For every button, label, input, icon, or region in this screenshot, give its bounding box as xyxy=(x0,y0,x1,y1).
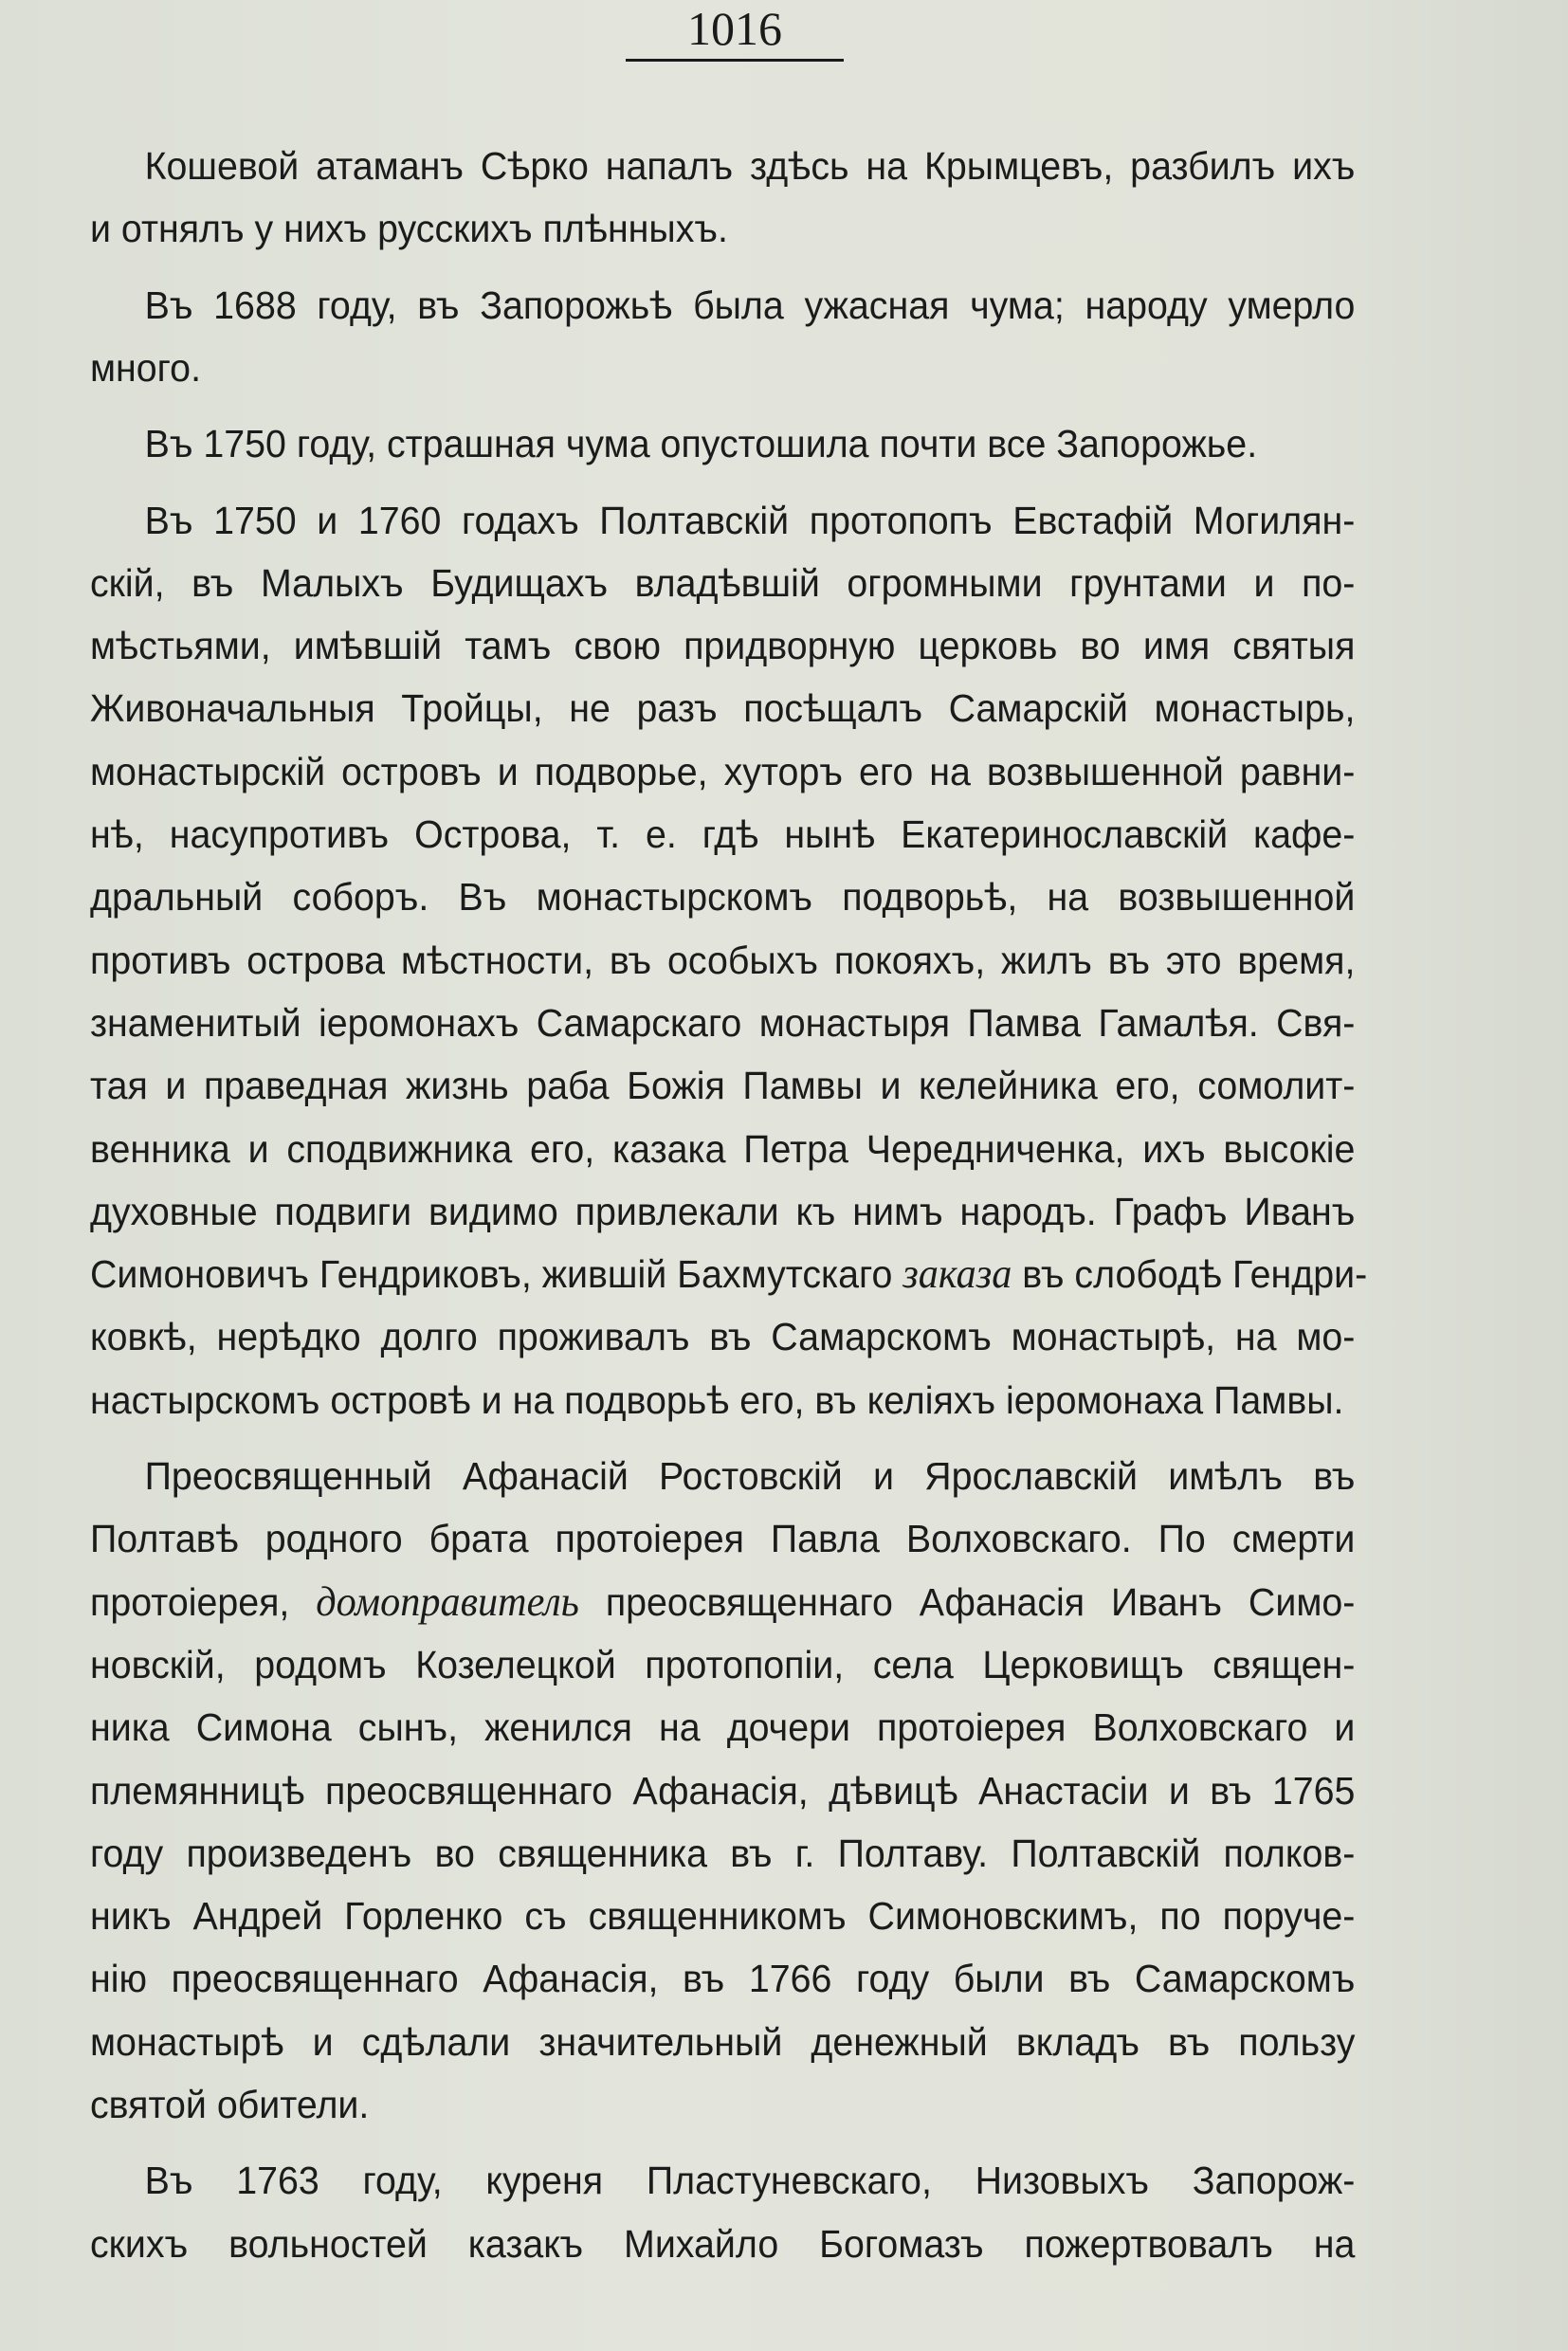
text-segment: протоіерея, xyxy=(90,1579,317,1624)
text-line: много. xyxy=(90,345,202,390)
text-line: скій, въ Малыхъ Будищахъ владѣвшій огромными грунтами и по- xyxy=(90,560,1356,605)
text-line: племянницѣ преосвященнаго Афанасія, дѣвицѣ Анастасіи и въ 1765 xyxy=(90,1768,1356,1813)
text-line: новскій, родомъ Козелецкой протопопіи, села Церковищъ священ- xyxy=(90,1642,1356,1686)
text-line: никъ Андрей Горленко съ священникомъ Симоновскимъ, по поруче- xyxy=(90,1894,1356,1939)
text-line xyxy=(90,1243,1368,1305)
text-line: настырскомъ островѣ и на подворьѣ его, въ келіяхъ іеромонаха Памвы. xyxy=(90,1377,1344,1422)
text-line: духовные подвиги видимо привлекали къ нимъ народъ. Графъ Иванъ xyxy=(90,1189,1356,1233)
text-line: Въ 1750 году, страшная чума опустошила почти все Запорожье. xyxy=(144,422,1258,466)
text-line xyxy=(90,1571,1355,1633)
text-line: ковкѣ, нерѣдко долго проживалъ въ Самарскомъ монастырѣ, на мо- xyxy=(90,1315,1356,1359)
text-line: венника и сподвижника его, казака Петра Чередниченка, ихъ высокіе xyxy=(90,1126,1356,1171)
text-line: дральный соборъ. Въ монастырскомъ подворьѣ, на возвышенной xyxy=(90,875,1356,920)
text-line: противъ острова мѣстности, въ особыхъ покояхъ, жилъ въ это время, xyxy=(90,938,1356,982)
text-line: году произведенъ во священника въ г. Полтаву. Полтавскій полков- xyxy=(90,1831,1356,1875)
text-line: монастырскій островъ и подворье, хуторъ его на возвышенной равни- xyxy=(90,749,1356,793)
text-line: святой обители. xyxy=(90,2083,370,2126)
text-line: и отнялъ у нихъ русскихъ плѣнныхъ. xyxy=(90,207,728,251)
text-line: Въ 1750 и 1760 годахъ Полтавскій протопопъ Евстафій Могилян- xyxy=(144,498,1356,542)
text-line: Кошевой атаманъ Сѣрко напалъ здѣсь на Крымцевъ, разбилъ ихъ xyxy=(144,144,1356,188)
italic-term: заказа xyxy=(903,1250,1012,1298)
text-line: нѣ, насупротивъ Острова, т. е. гдѣ нынѣ Екатеринославскій кафе- xyxy=(90,812,1356,856)
text-line: Полтавѣ родного брата протоіерея Павла Волховскаго. По смерти xyxy=(90,1517,1356,1561)
text-line: скихъ вольностей казакъ Михайло Богомазъ пожертвовалъ на xyxy=(90,2221,1356,2266)
page-header xyxy=(621,0,848,62)
text-line: Преосвященный Афанасій Ростовскій и Ярославскій имѣлъ въ xyxy=(144,1454,1356,1498)
text-segment: въ слободѣ Гендри- xyxy=(1012,1252,1368,1297)
text-line: Въ 1763 году, куреня Пластуневскаго, Низовыхъ Запорож- xyxy=(144,2159,1356,2203)
text-line: Живоначальныя Тройцы, не разъ посѣщалъ Самарскій монастырь, xyxy=(90,686,1356,731)
text-line: знаменитый іеромонахъ Самарскаго монастыря Памва Гамалѣя. Свя- xyxy=(90,1000,1356,1045)
text-line: нію преосвященнаго Афанасія, въ 1766 году были въ Самарскомъ xyxy=(90,1957,1356,2001)
italic-term: домоправитель xyxy=(316,1577,579,1625)
text-line: тая и праведная жизнь раба Божія Памвы и келейника его, сомолит- xyxy=(90,1064,1356,1108)
header-rule xyxy=(626,59,844,62)
text-line: Въ 1688 году, въ Запорожьѣ была ужасная чума; народу умерло xyxy=(144,282,1356,327)
text-line: мѣстьями, имѣвшій тамъ свою придворную церковь во имя святыя xyxy=(90,624,1356,668)
text-segment: Симоновичъ Гендриковъ, жившій Бахмутскаго xyxy=(90,1252,903,1297)
text-segment: преосвященнаго Афанасія Иванъ Симо- xyxy=(578,1579,1356,1624)
text-line: ника Симона сынъ, женился на дочери протоіерея Волховскаго и xyxy=(90,1705,1356,1750)
page-number: 1016 xyxy=(687,2,782,55)
text-line: монастырѣ и сдѣлали значительный денежный вкладъ въ пользу xyxy=(90,2019,1356,2064)
